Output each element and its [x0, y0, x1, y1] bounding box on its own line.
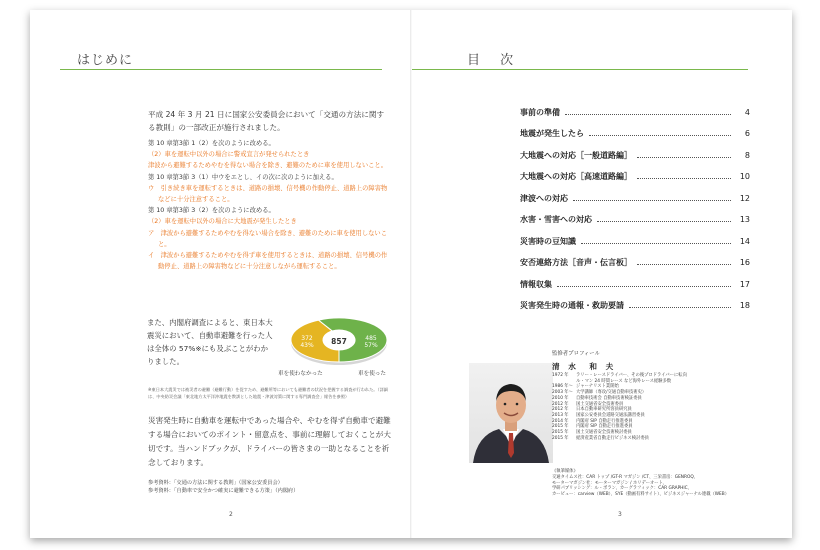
- career-text: 国土交通省安全技術検討委員: [576, 430, 632, 436]
- donut-total: 857: [331, 337, 347, 346]
- amendment-line: ア 津波から避難するためやむを得ない場合を除き、避難のために車を使用しないこと。: [148, 229, 388, 248]
- toc-entry-page: 4: [744, 107, 750, 117]
- career-text: 経済産業省自動走行ビジネス検討委員: [576, 435, 649, 441]
- survey-paragraph: また、内閣府調査によると、東日本大震災において、自動車避難を行った人は全体の 57%※にも及ぶことがわかりました。: [147, 318, 273, 366]
- publication-line: 学研パブリッシング：ル・ボラン、カーグラフィック：CAR GRAPHIC、: [552, 486, 692, 492]
- toc-entry-title: 災害時の豆知識: [520, 236, 576, 246]
- toc-entry[interactable]: [520, 192, 750, 204]
- donut-label-car: 車を使った: [358, 371, 386, 377]
- publication-line: モーターマガジン社：モーターマガジン / ホリデーオート、: [552, 480, 667, 486]
- book-spread: [30, 10, 792, 538]
- toc-entry-title: 災害発生時の通報・救助要請: [520, 301, 624, 310]
- career-text: ラリー・レースドライバー、その後プロドライバーに転向: [576, 373, 687, 378]
- toc-entry[interactable]: [520, 278, 750, 290]
- career-text: ル・マン 24 時間レース など海外レース経験多数: [576, 378, 672, 384]
- toc-entry-title: 安否連絡方法［音声・伝言板］: [520, 258, 632, 267]
- publication-line: 交通タイムス社：CAR トップ /GT-R マガジン /CT、三栄書房：GENROQ、: [552, 474, 699, 480]
- amendment-line: イ 津波から避難するためやむを得ず車を使用するときは、道路の損壊、信号機の作動停止、道路上の障害物などに十分注意しながら運転すること。: [148, 252, 388, 271]
- career-year: 2010 年: [552, 395, 569, 401]
- toc-entry-page: 6: [744, 129, 750, 138]
- toc-entry[interactable]: [520, 149, 750, 161]
- reference-line: 参考資料：「自動車で安全かつ確実に避難できる方策」（内閣府）: [148, 488, 299, 494]
- toc-entry-title: 水害・雪害への対応: [520, 215, 592, 224]
- toc-leader: [637, 178, 731, 179]
- toc-leader: [557, 286, 731, 287]
- career-year: 2015 年: [552, 435, 569, 441]
- right-page: [412, 10, 792, 538]
- toc-leader: [565, 114, 731, 115]
- amendment-line: 第 10 章第3節 3（1）中ウをエとし、イの次に次のように加える。: [148, 173, 338, 181]
- toc-entry[interactable]: [520, 128, 750, 140]
- donut-count-no-car: 372: [301, 335, 313, 342]
- toc-entry[interactable]: [520, 235, 750, 247]
- toc-entry-title: 大地震への対応［高速道路編］: [520, 172, 632, 181]
- page-title-intro: はじめに: [77, 53, 134, 68]
- career-text: 大学講師（専攻/交通自動車技術史）: [576, 390, 647, 396]
- closing-paragraph: 災害発生時に自動車を運転中であった場合や、やむを得ず自動車で避難する場合においてのポイント・留意点を、事前に理解しておくことが大切です。当ハンドブックが、ドライバーの皆さまの一助となることを祈念しております。: [148, 416, 391, 467]
- profile-heading: 監修者プロフィール: [552, 351, 600, 357]
- publications-heading: 《執筆媒体》: [552, 469, 578, 474]
- career-list: [552, 373, 792, 441]
- references: [148, 479, 393, 495]
- career-row: [552, 436, 792, 442]
- career-text: 内閣府 SIP 自動走行推進委員: [576, 418, 633, 424]
- toc-leader: [637, 264, 731, 265]
- supervisor-name: 清 水 和 夫: [552, 362, 617, 371]
- amendment-list: [148, 138, 393, 272]
- amendment-line: 第 10 章第3節 3（2）を次のように改める。: [148, 207, 275, 215]
- career-year: 2003 年～: [552, 390, 573, 396]
- donut-label-no-car: 車を使わなかった: [278, 371, 323, 377]
- career-year: 2012 年: [552, 401, 569, 407]
- career-text: 日本自動車研究所客員研究員: [576, 407, 632, 413]
- amendment-line: （2）車を運転中以外の場合に警戒宣言が発せられたとき: [148, 151, 310, 159]
- donut-svg: [278, 313, 394, 365]
- toc-entry[interactable]: [520, 214, 750, 226]
- career-year: 1972 年: [552, 373, 569, 378]
- career-year: 2015 年: [552, 430, 569, 436]
- toc-entry-title: 津波への対応: [520, 193, 568, 203]
- amendment-line: （2）車を運転中以外の場合に大地震が発生したとき: [148, 218, 297, 226]
- header-rule: [412, 69, 748, 70]
- survey-footnote: ※東日本大震災では被災者の避難（避難行動）を促すため、避難所等においても避難者の状況を把握する調査が行われた。（詳細は、中央防災会議「東北地方太平洋沖地震を教訓とした地震・津波対策に関する専門調査会」報告を参照）: [148, 387, 388, 399]
- career-year: 2014 年: [552, 418, 569, 424]
- page-number-right: 3: [618, 511, 622, 518]
- career-year: 2012 年: [552, 407, 569, 413]
- toc-entry-page: 16: [739, 258, 750, 267]
- career-text: 国家公安委員会道路交通法講習委員: [576, 412, 645, 418]
- toc-entry-page: 17: [739, 279, 750, 289]
- donut-percent-no-car: 43%: [300, 342, 314, 349]
- toc-leader: [589, 135, 731, 136]
- toc-leader: [573, 200, 731, 201]
- toc-entry-title: 地震が発生したら: [520, 129, 584, 138]
- toc-entry-page: 18: [739, 301, 750, 310]
- donut-count-car: 485: [365, 335, 377, 342]
- donut-percent-car: 57%: [364, 342, 378, 349]
- career-year: 2013 年: [552, 412, 569, 418]
- toc-leader: [597, 221, 731, 222]
- toc-entry[interactable]: [520, 257, 750, 269]
- toc-leader: [637, 157, 731, 158]
- header-rule: [60, 69, 382, 70]
- portrait-illustration: [469, 363, 553, 463]
- evacuation-donut-chart: [278, 313, 394, 383]
- career-text: ジャーナリスト業開始: [576, 384, 619, 390]
- career-text: 国土交通省安全技術委員: [576, 401, 624, 407]
- publications-list: [552, 469, 792, 498]
- toc-entry[interactable]: [520, 171, 750, 183]
- toc-entry-page: 10: [739, 172, 750, 181]
- toc-entry-title: 大地震への対応［一般道路編］: [520, 150, 632, 160]
- career-year: 1986 年～: [552, 384, 573, 390]
- page-title-contents: 目 次: [467, 53, 522, 68]
- toc-entry-title: 事前の準備: [520, 107, 560, 117]
- supervisor-photo: [469, 363, 553, 463]
- page-number-left: 2: [229, 511, 233, 518]
- amendment-line: ウ 引き続き車を運転するときは、道路の損壊、信号機の作動停止、道路上の障害物などに十分注意すること。: [148, 184, 388, 204]
- toc-entry-page: 8: [744, 150, 750, 160]
- reference-line: 参考資料：「交通の方法に関する教則」（国家公安委員会）: [148, 480, 283, 486]
- toc-entry[interactable]: [520, 106, 750, 118]
- toc-leader: [629, 307, 731, 308]
- toc-entry-page: 13: [739, 215, 750, 224]
- amendment-line: 第 10 章第3節 1（2）を次のように改める。: [148, 140, 275, 147]
- toc-entry-page: 12: [739, 193, 750, 203]
- toc-entry-title: 情報収集: [520, 279, 552, 289]
- career-text: 自動車技術会 自動車技術検証委員: [576, 395, 642, 401]
- career-text: 内閣府 SIP 自動走行推進委員: [576, 424, 633, 430]
- career-year: 2015 年: [552, 424, 569, 430]
- amendment-line: 津波から避難するためやむを得ない場合を除き、避難のために車を使用しないこと。: [148, 162, 388, 170]
- toc-entry[interactable]: [520, 300, 750, 312]
- left-page: [30, 10, 410, 538]
- toc-entry-page: 14: [739, 236, 750, 246]
- toc-leader: [581, 243, 731, 244]
- intro-paragraph: 平成 24 年 3 月 21 日に国家公安委員会において「交通の方法に関する教則」の一部改正が施行されました。: [148, 110, 385, 132]
- publication-line: カービュー：carview（WEB）、SYE（動画有料サイト）、ビジネスジャーナル連載（WEB）: [552, 492, 730, 498]
